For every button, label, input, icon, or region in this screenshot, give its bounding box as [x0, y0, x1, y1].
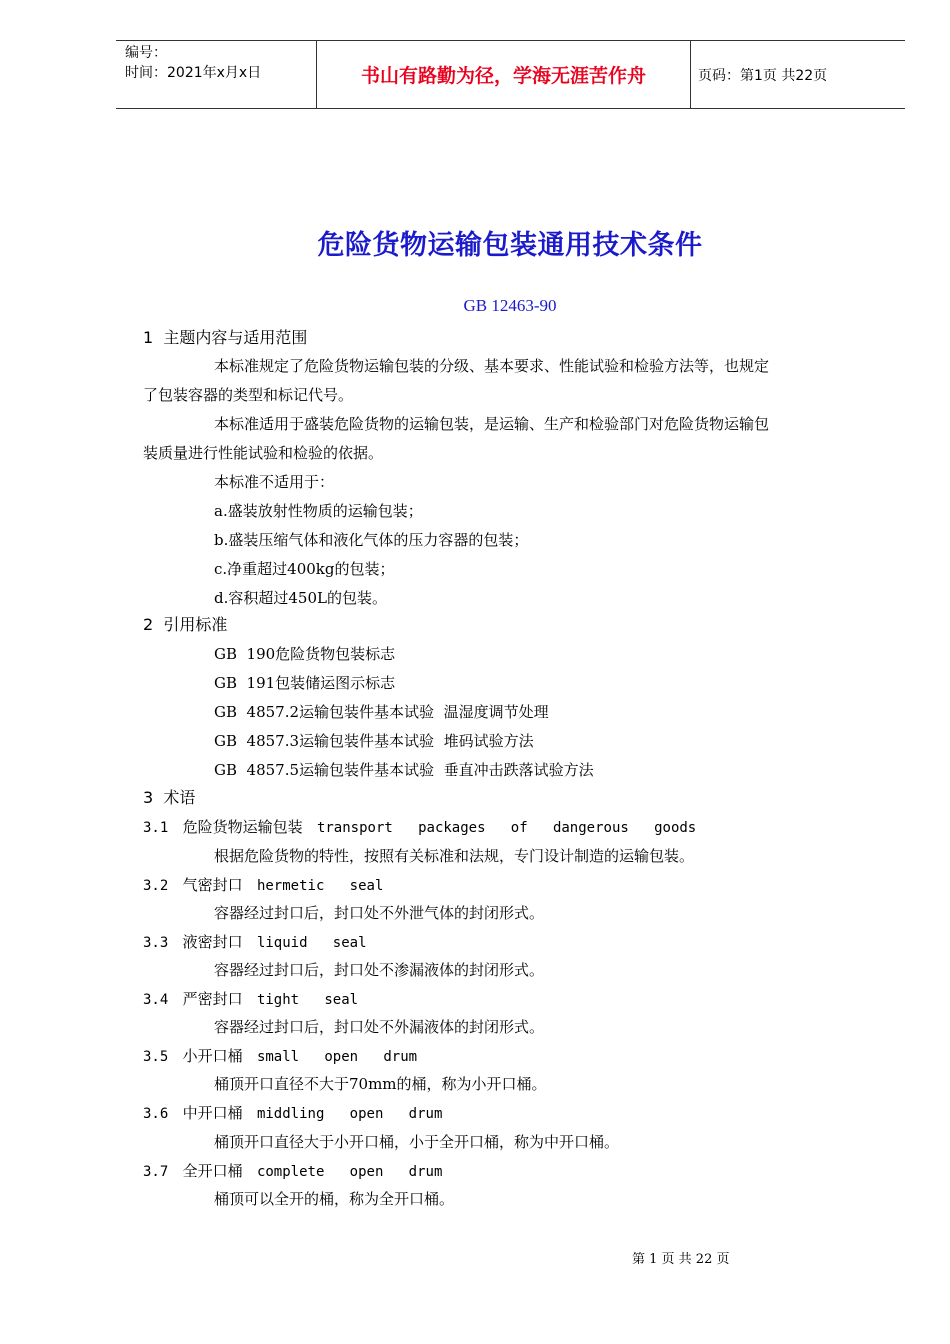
exclusion-item: d.容积超过450L的包装。	[214, 589, 387, 607]
term-zh: 中开口桶	[182, 1104, 243, 1122]
section-1-paragraph: 本标准不适用于：	[214, 473, 335, 491]
section-1-paragraph: 本标准适用于盛装危险货物的运输包装，是运输、生产和检验部门对危险货物运输包	[214, 415, 770, 433]
term-row	[143, 1161, 442, 1182]
term-definition: 容器经过封口后，封口处不渗漏液体的封闭形式。	[214, 961, 545, 979]
term-zh: 气密封口	[182, 876, 243, 894]
exclusion-item: b.盛装压缩气体和液化气体的压力容器的包装；	[214, 531, 529, 549]
term-zh: 危险货物运输包装	[182, 818, 303, 836]
term-definition: 容器经过封口后，封口处不外泄气体的封闭形式。	[214, 904, 545, 922]
term-zh: 全开口桶	[182, 1162, 243, 1180]
reference-item: GB 4857.2运输包装件基本试验 温湿度调节处理	[214, 703, 549, 721]
document-title: 危险货物运输包装通用技术条件	[317, 230, 703, 261]
term-en: middling open drum	[256, 1106, 443, 1122]
term-zh: 严密封口	[182, 990, 243, 1008]
term-en: complete open drum	[256, 1164, 443, 1180]
page-header	[116, 40, 905, 109]
term-en: liquid seal	[256, 935, 367, 951]
term-number: 3.3	[143, 935, 169, 951]
reference-item: GB 190危险货物包装标志	[214, 645, 396, 663]
exclusion-item: c.净重超过400kg的包装；	[214, 560, 395, 578]
term-en: small open drum	[256, 1049, 418, 1065]
term-number: 3.7	[143, 1164, 169, 1180]
reference-item: GB 4857.3运输包装件基本试验 堆码试验方法	[214, 732, 534, 750]
exclusion-item: a.盛装放射性物质的运输包装；	[214, 502, 423, 520]
term-en: hermetic seal	[256, 878, 384, 894]
term-number: 3.1	[143, 820, 169, 836]
standard-number: GB 12463-90	[463, 296, 557, 315]
reference-item: GB 191包装储运图示标志	[214, 674, 396, 692]
header-motto	[316, 41, 691, 108]
section-1-paragraph: 了包装容器的类型和标记代号。	[143, 386, 354, 404]
term-zh: 液密封口	[182, 933, 243, 951]
term-row	[143, 875, 383, 896]
section-1-paragraph: 装质量进行性能试验和检验的依据。	[143, 444, 384, 462]
header-page-info: 页码：第1页 共22页	[698, 67, 828, 84]
term-row	[143, 817, 696, 838]
term-definition: 根据危险货物的特性，按照有关标准和法规，专门设计制造的运输包装。	[214, 847, 695, 865]
section-1-paragraph: 本标准规定了危险货物运输包装的分级、基本要求、性能试验和检验方法等，也规定	[214, 357, 770, 375]
term-definition: 桶顶开口直径不大于70mm的桶，称为小开口桶。	[214, 1075, 547, 1093]
header-meta	[116, 41, 316, 108]
term-number: 3.6	[143, 1106, 169, 1122]
term-zh: 小开口桶	[182, 1047, 243, 1065]
term-en: transport packages of dangerous goods	[316, 820, 697, 836]
term-definition: 容器经过封口后，封口处不外漏液体的封闭形式。	[214, 1018, 545, 1036]
term-row	[143, 1103, 442, 1124]
section-3-heading: 3 术语	[143, 788, 196, 807]
term-en: tight seal	[256, 992, 359, 1008]
term-number: 3.2	[143, 878, 169, 894]
term-definition: 桶顶开口直径大于小开口桶，小于全开口桶，称为中开口桶。	[214, 1133, 620, 1151]
section-1-heading: 1 主题内容与适用范围	[143, 328, 308, 347]
term-number: 3.5	[143, 1049, 169, 1065]
term-row	[143, 932, 367, 953]
section-2-heading: 2 引用标准	[143, 615, 228, 634]
page-footer: 第 1 页 共 22 页	[632, 1252, 730, 1267]
term-row	[143, 989, 358, 1010]
time-label: 时间：2021年x月x日	[125, 65, 262, 81]
code-label: 编号：	[125, 45, 167, 61]
term-row	[143, 1046, 417, 1067]
term-number: 3.4	[143, 992, 169, 1008]
motto-text: 书山有路勤为径，学海无涯苦作舟	[360, 65, 646, 87]
term-definition: 桶顶可以全开的桶，称为全开口桶。	[214, 1190, 455, 1208]
reference-item: GB 4857.5运输包装件基本试验 垂直冲击跌落试验方法	[214, 761, 594, 779]
